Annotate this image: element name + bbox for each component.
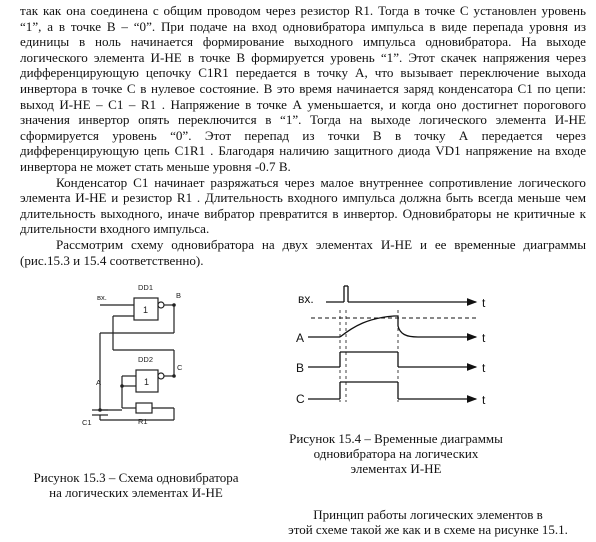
text-line: оно достигнет порогового значения инвертор опять переключится в “1”. Тогда на выходе [20,96,586,128]
text-line: Одновибраторы не критичные к длительности входного импульса. [20,205,586,237]
caption-line: одновибратора на логических [313,446,479,461]
figure-15-4-caption [266,431,526,476]
text-line: переключение выхода инвертора в точке С в нулевое состояние. В это время начинается заряд [20,65,586,96]
caption-line: элементах И-НЕ [350,461,442,476]
input-trace-label: вх. [298,292,314,306]
t-axis-label: t [482,331,486,345]
c-trace-label: C [296,392,305,406]
t-axis-label: t [482,296,486,310]
timing-diagram [296,282,496,412]
text-line: так как она соединена с общим проводом через резистор R1. Тогда в точке С установлен [20,3,537,18]
point-b-label: B [176,291,182,300]
figure-15-3-caption [20,470,252,500]
dd2-gate-symbol: 1 [144,377,150,387]
dd1-gate-symbol: 1 [143,305,149,315]
a-trace-label: A [296,331,305,345]
text-line: Конденсатор C1 начинает разряжаться через малое внутреннее сопротивление [56,174,513,190]
paragraph-3 [20,237,586,268]
r1-label: R1 [138,417,148,426]
text-line: уровень “1”, а в точке В – “0”. При подаче на вход одновибратора импульса в виде перепада [20,3,586,34]
paragraph-1 [20,3,586,175]
text-line: логического элемента И-НЕ и резистор R1 . Длительность входного импульса должна быть [20,174,586,206]
input-label: вх. [97,293,107,302]
caption-line: Рисунок 15.4 – Временные диаграммы [289,431,503,446]
text-line: уровня из единицы в ноль начинается формирование выходного импульса одновибратора. На [20,18,587,50]
t-axis-label: t [482,361,486,375]
circuit-schematic [80,278,210,428]
principle-note [268,507,588,537]
text-line: логического элемента И-НЕ сформируется уровень “0”. Этот перепад из точки В в точку А [20,112,586,143]
dd2-label: DD2 [138,355,154,364]
dd1-label: DD1 [138,283,154,292]
text-line: выходе логического элемента И-НЕ в точке В формируется уровень “1”. Этот скачек [20,34,586,65]
caption-line: на логических элементах И-НЕ [49,485,223,500]
text-line: конденсатора C1 по цепи: выход И-НЕ – C1 – R1 . Напряжение в точке А уменьшается, и когда [20,80,586,112]
text-line: Рассмотрим схему одновибратора на двух элементах И-НЕ и ее временные диаграммы [56,236,586,252]
text-line: всегда меньше чем длительность выходного, иначе вибратор превратится в инвертор. [20,190,587,221]
text-line: (рис.15.3 и 15.4 соответственно). [20,252,204,268]
b-trace-label: B [296,361,305,375]
note-line: Принцип работы логических элементов в [313,507,543,522]
note-line: этой схеме такой же как и в схеме на рисунке 15.1. [288,522,568,537]
point-c-label: C [177,363,183,372]
text-line: напряжения через дифференцирующую цепочку C1R1 передается в точку А, что вызывает [20,49,586,81]
text-line: передается через дифференцирующую цепь C1R1 . Благодаря наличию защитного диода VD1 [20,127,586,159]
c1-label: C1 [82,418,92,427]
caption-line: Рисунок 15.3 – Схема одновибратора [33,470,239,485]
point-a-label: A [96,378,102,387]
paragraph-2 [20,175,586,237]
t-axis-label: t [482,393,486,407]
body-text [20,3,586,268]
text-line: напряжение на входе инвертора не может стать меньше уровня -0.7 В. [20,143,586,174]
